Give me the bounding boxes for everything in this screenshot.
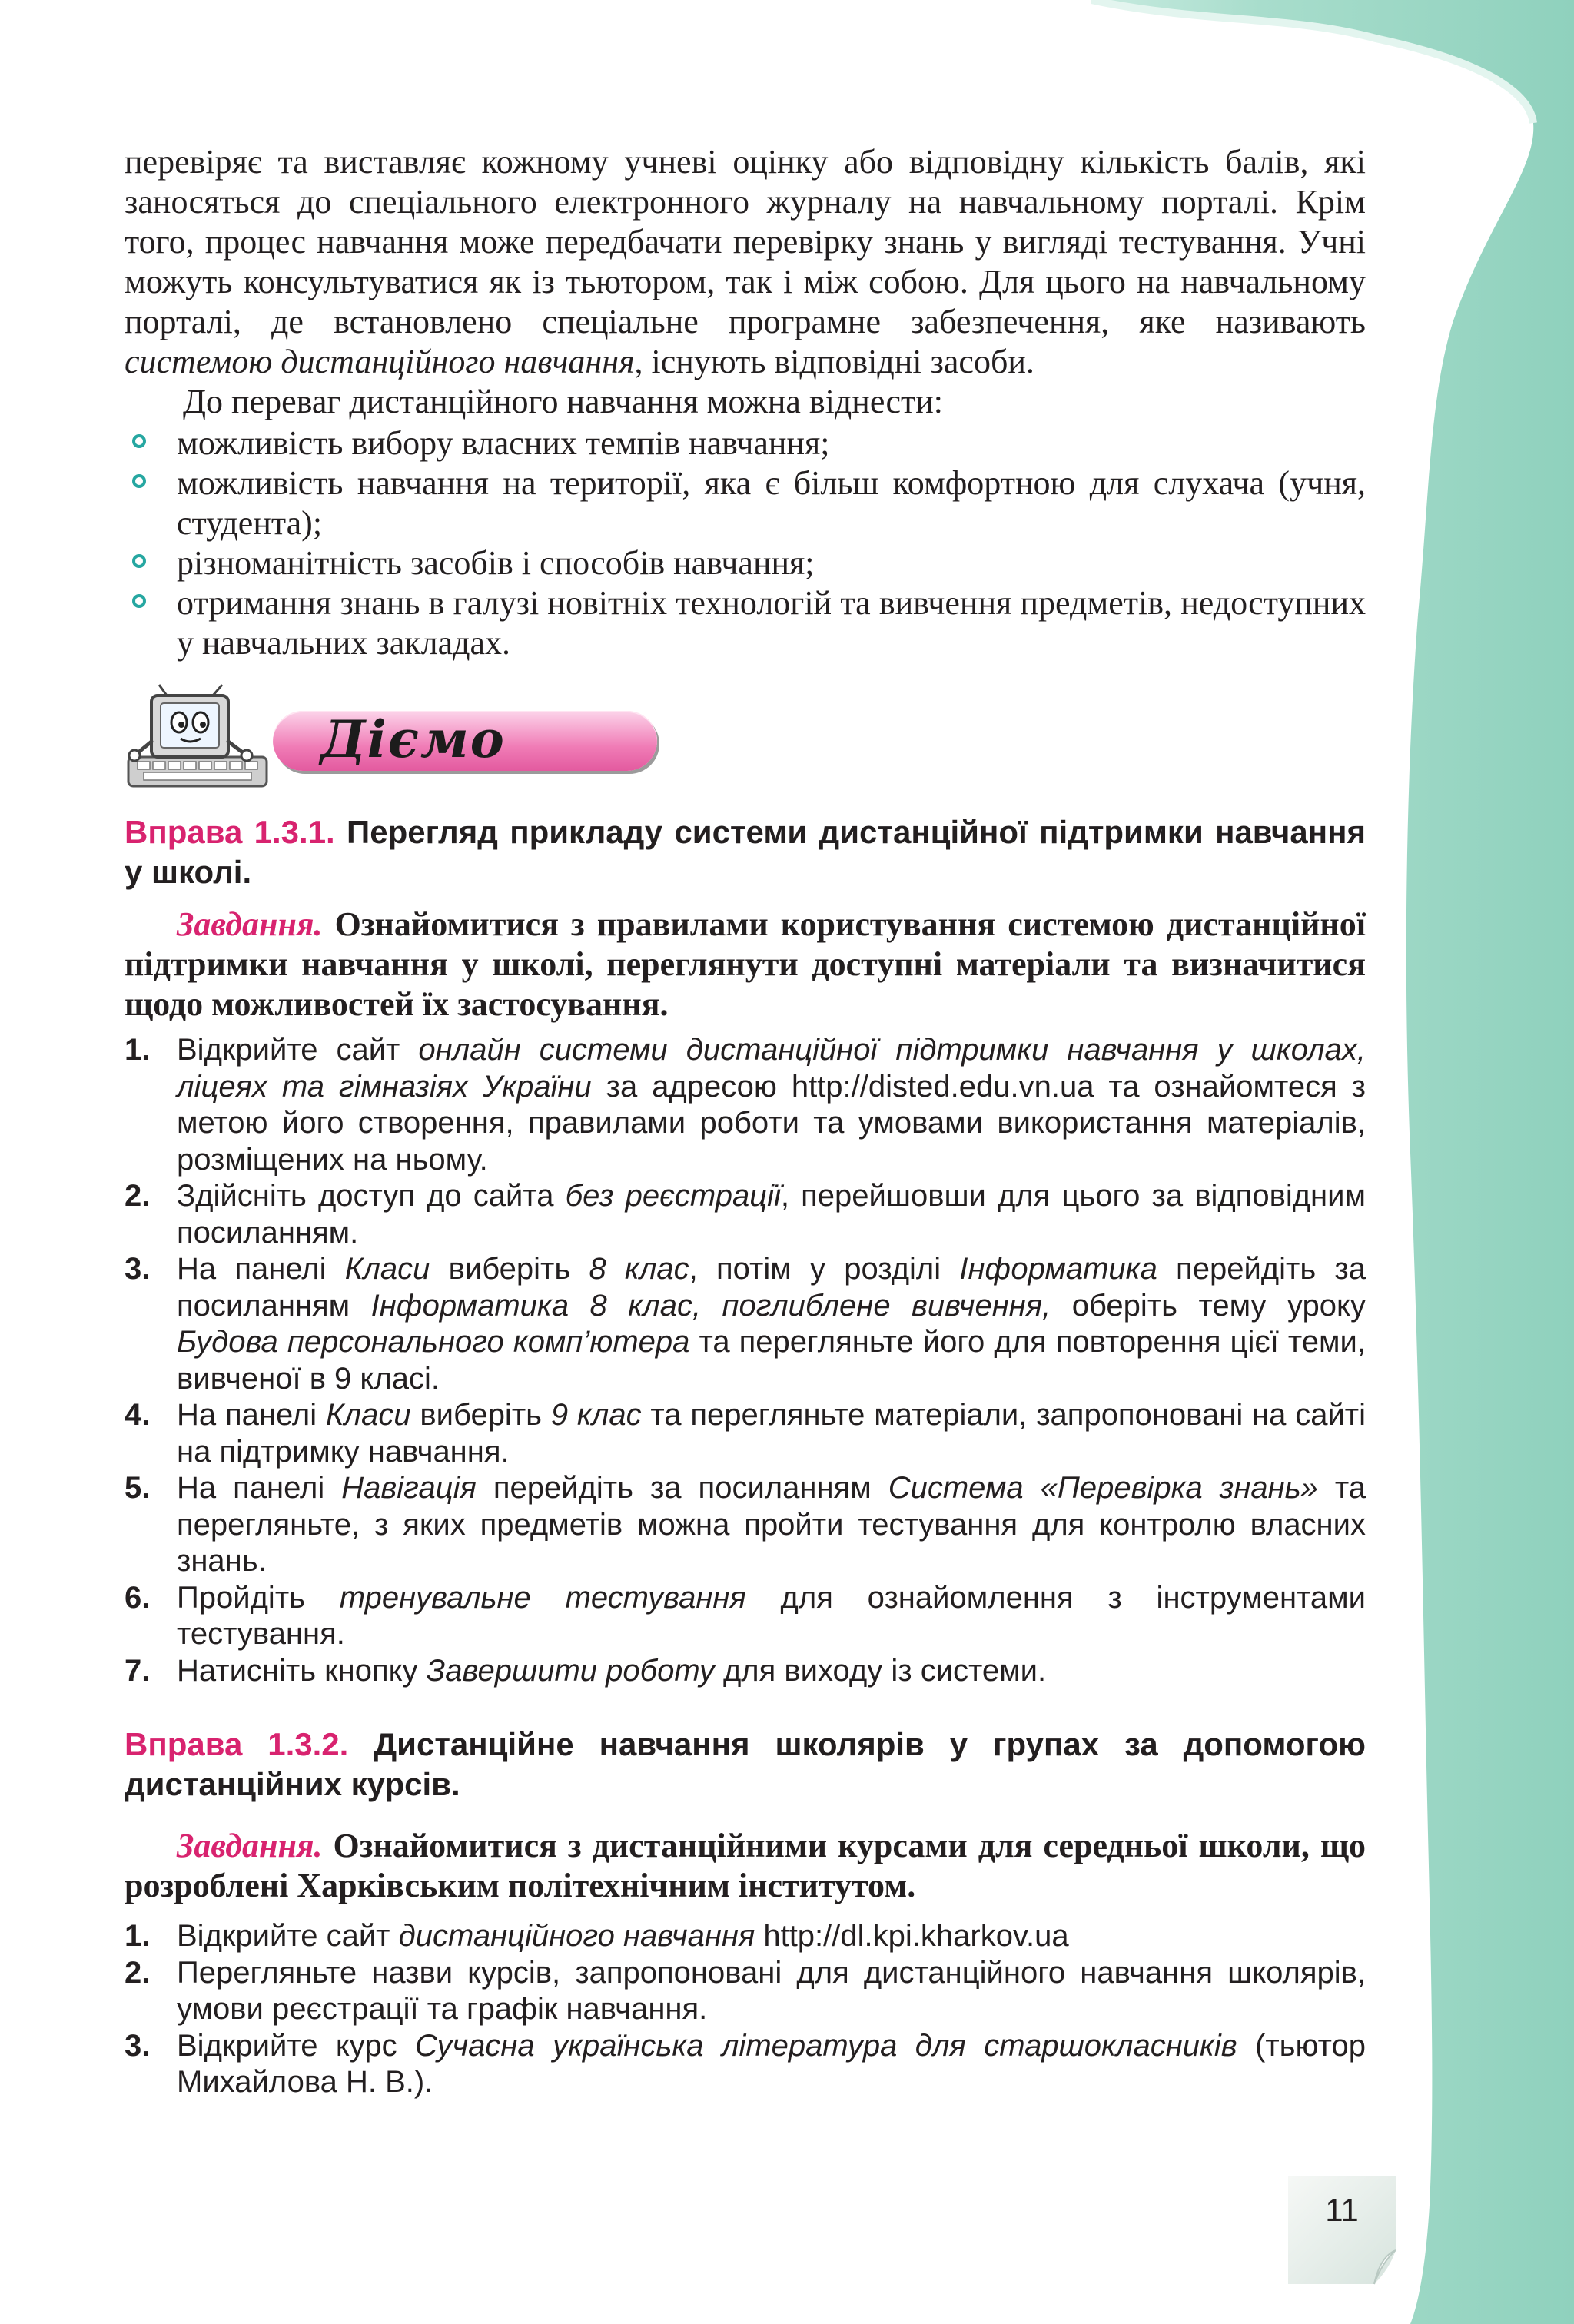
exercise-2-task bbox=[125, 1826, 1366, 1906]
exercise-2-title: Дистанційне навчання школярів у групах за допомогою дистанційних курсів. bbox=[125, 1726, 1366, 1802]
step-text: виберіть bbox=[410, 1398, 551, 1432]
page-number: 11 bbox=[1325, 2192, 1359, 2228]
step-text: Класи bbox=[344, 1252, 430, 1286]
bullet-circle-icon bbox=[132, 594, 146, 608]
step-text: На панелі bbox=[177, 1398, 326, 1432]
step-text: 9 клас bbox=[550, 1398, 642, 1432]
step-text: перейдіть за посиланням bbox=[476, 1471, 888, 1505]
section-label: Діємо bbox=[320, 709, 506, 769]
exercise-1-task-text: Ознайомитися з правилами користування системою дистанційної підтримки навчання у школі, переглянути доступні матеріали та визначитися щодо можливостей їх застосування. bbox=[125, 905, 1366, 1023]
step-number: 6. bbox=[125, 1580, 151, 1615]
intro-term: системою дистанційного навчання bbox=[125, 343, 635, 380]
intro-tail: , існують відповідні засоби. bbox=[634, 343, 1034, 380]
advantage-item: отримання знань в галузі новітніх технологій та вивчення предметів, недоступних у навчальних закладах. bbox=[125, 583, 1366, 663]
step-text: Класи bbox=[325, 1398, 411, 1432]
step-number: 3. bbox=[125, 2028, 151, 2063]
step-text: для виходу із системи. bbox=[714, 1653, 1047, 1688]
exercise1-step bbox=[125, 1653, 1366, 1690]
bullet-circle-icon bbox=[132, 554, 146, 568]
exercise-1-number: Вправа 1.3.1. bbox=[125, 814, 335, 850]
step-text: Здійсніть доступ до сайта bbox=[177, 1179, 566, 1213]
exercise1-step bbox=[125, 1251, 1366, 1397]
intro-lead: перевіряє та виставляє кожному учневі оцінку або відповідну кількість балів, які заносяться до спеціального електронного журналу на навчальному порталі. Крім того, процес навчання може передбачати перевірку знань у вигляді тестування. Учні можуть консультуватися як із тьютором, так і між собою. Для цього на навчальному порталі, де встановлено спеціальне програмне забезпечення, яке називають bbox=[125, 143, 1366, 340]
exercise-2-task-label: Завдання. bbox=[177, 1827, 323, 1864]
exercise2-step bbox=[125, 1918, 1366, 1955]
exercise-1-title: Перегляд прикладу системи дистанційної підтримки навчання у школі. bbox=[125, 814, 1366, 890]
step-number: 4. bbox=[125, 1398, 151, 1432]
exercise1-step bbox=[125, 1178, 1366, 1251]
step-text: дистанційного навчання bbox=[398, 1919, 755, 1953]
step-text: оберіть тему уроку bbox=[1051, 1288, 1366, 1323]
exercise-2-heading bbox=[125, 1725, 1366, 1804]
step-text: за адресою http://disted.edu.vn.ua та ознайомтеся з метою його створення, правилами роботи та умовами використання матеріалів, розміщених на ньому. bbox=[177, 1069, 1366, 1177]
step-number: 3. bbox=[125, 1252, 151, 1286]
exercise-1-heading bbox=[125, 812, 1366, 892]
exercise1-step bbox=[125, 1397, 1366, 1470]
intro-paragraph bbox=[125, 142, 1366, 382]
exercise1-step bbox=[125, 1032, 1366, 1178]
step-text: Натисніть кнопку bbox=[177, 1653, 427, 1688]
step-number: 2. bbox=[125, 1179, 151, 1213]
step-text: Навігація bbox=[341, 1471, 477, 1505]
step-text: Інформатика 8 клас, поглиблене вивчення, bbox=[370, 1288, 1051, 1323]
exercise2-step bbox=[125, 1955, 1366, 2028]
step-text: перейдіть за посиланням bbox=[177, 1252, 1366, 1323]
exercise-2-steps bbox=[125, 1918, 1366, 2101]
step-text: http://dl.kpi.kharkov.ua bbox=[755, 1919, 1069, 1953]
exercise-1-task-label: Завдання. bbox=[177, 905, 323, 943]
computer-mascot-icon bbox=[121, 680, 274, 795]
step-text: Система «Перевірка знань» bbox=[888, 1471, 1318, 1505]
step-text: онлайн системи дистанційної підтримки навчання у школах, ліцеях та гімназіях України bbox=[177, 1033, 1366, 1104]
page-content bbox=[125, 142, 1366, 2101]
step-text: На панелі bbox=[177, 1252, 345, 1286]
step-text: 8 клас bbox=[589, 1252, 689, 1286]
exercise-2-task-text: Ознайомитися з дистанційними курсами для середньої школи, що розроблені Харківським політехнічним інститутом. bbox=[125, 1827, 1366, 1904]
step-text: виберіть bbox=[430, 1252, 589, 1286]
exercise-1-task bbox=[125, 905, 1366, 1024]
step-text: Інформатика bbox=[959, 1252, 1157, 1286]
step-text: Будова персонального комп’ютера bbox=[177, 1325, 690, 1359]
step-text: та перегляньте, з яких предметів можна пройти тестування для контролю власних знань. bbox=[177, 1471, 1366, 1578]
exercise2-step bbox=[125, 2028, 1366, 2101]
exercise-1-steps bbox=[125, 1032, 1366, 1689]
exercise-2-number: Вправа 1.3.2. bbox=[125, 1726, 349, 1762]
step-text: Завершити роботу bbox=[426, 1653, 715, 1688]
step-number: 5. bbox=[125, 1471, 151, 1505]
step-text: , потім у розділі bbox=[689, 1252, 960, 1286]
step-number: 1. bbox=[125, 1033, 151, 1067]
advantages-intro: До переваг дистанційного навчання можна віднести: bbox=[183, 383, 943, 420]
bullet-circle-icon bbox=[132, 474, 146, 488]
advantages-list bbox=[125, 423, 1366, 663]
step-text: (тьютор Михайлова Н. В.). bbox=[177, 2028, 1366, 2099]
advantage-item: різноманітність засобів і способів навчання; bbox=[125, 543, 1366, 583]
exercise1-step bbox=[125, 1470, 1366, 1580]
step-text: без реєстрації bbox=[565, 1179, 781, 1213]
bullet-circle-icon bbox=[132, 434, 146, 448]
step-text: та перегляньте його для повторення цієї теми, вивченої в 9 класі. bbox=[177, 1325, 1366, 1396]
advantage-item: можливість вибору власних темпів навчання; bbox=[125, 423, 1366, 463]
step-text: , перейшовши для цього за відповідним посиланням. bbox=[177, 1179, 1366, 1250]
step-number: 2. bbox=[125, 1955, 151, 1990]
step-text: для ознайомлення з інструментами тестування. bbox=[177, 1580, 1366, 1651]
section-header-dialno bbox=[121, 680, 1366, 795]
step-number: 1. bbox=[125, 1919, 151, 1953]
step-text: Відкрийте курс bbox=[177, 2028, 416, 2063]
step-text: тренувальне тестування bbox=[339, 1580, 746, 1615]
step-text: Відкрийте сайт bbox=[177, 1033, 419, 1067]
step-text: Пройдіть bbox=[177, 1580, 340, 1615]
exercise1-step bbox=[125, 1580, 1366, 1653]
step-text: Сучасна українська література для старшокласників bbox=[415, 2028, 1237, 2063]
step-text: Відкрийте сайт bbox=[177, 1919, 399, 1953]
step-text: На панелі bbox=[177, 1471, 342, 1505]
step-text: Перегляньте назви курсів, запропоновані для дистанційного навчання школярів, умови реєстрації та графік навчання. bbox=[177, 1955, 1366, 2026]
advantage-item: можливість навчання на території, яка є більш комфортною для слухача (учня, студента); bbox=[125, 463, 1366, 543]
step-text: та перегляньте матеріали, запропоновані на сайті на підтримку навчання. bbox=[177, 1398, 1366, 1469]
step-number: 7. bbox=[125, 1653, 151, 1688]
